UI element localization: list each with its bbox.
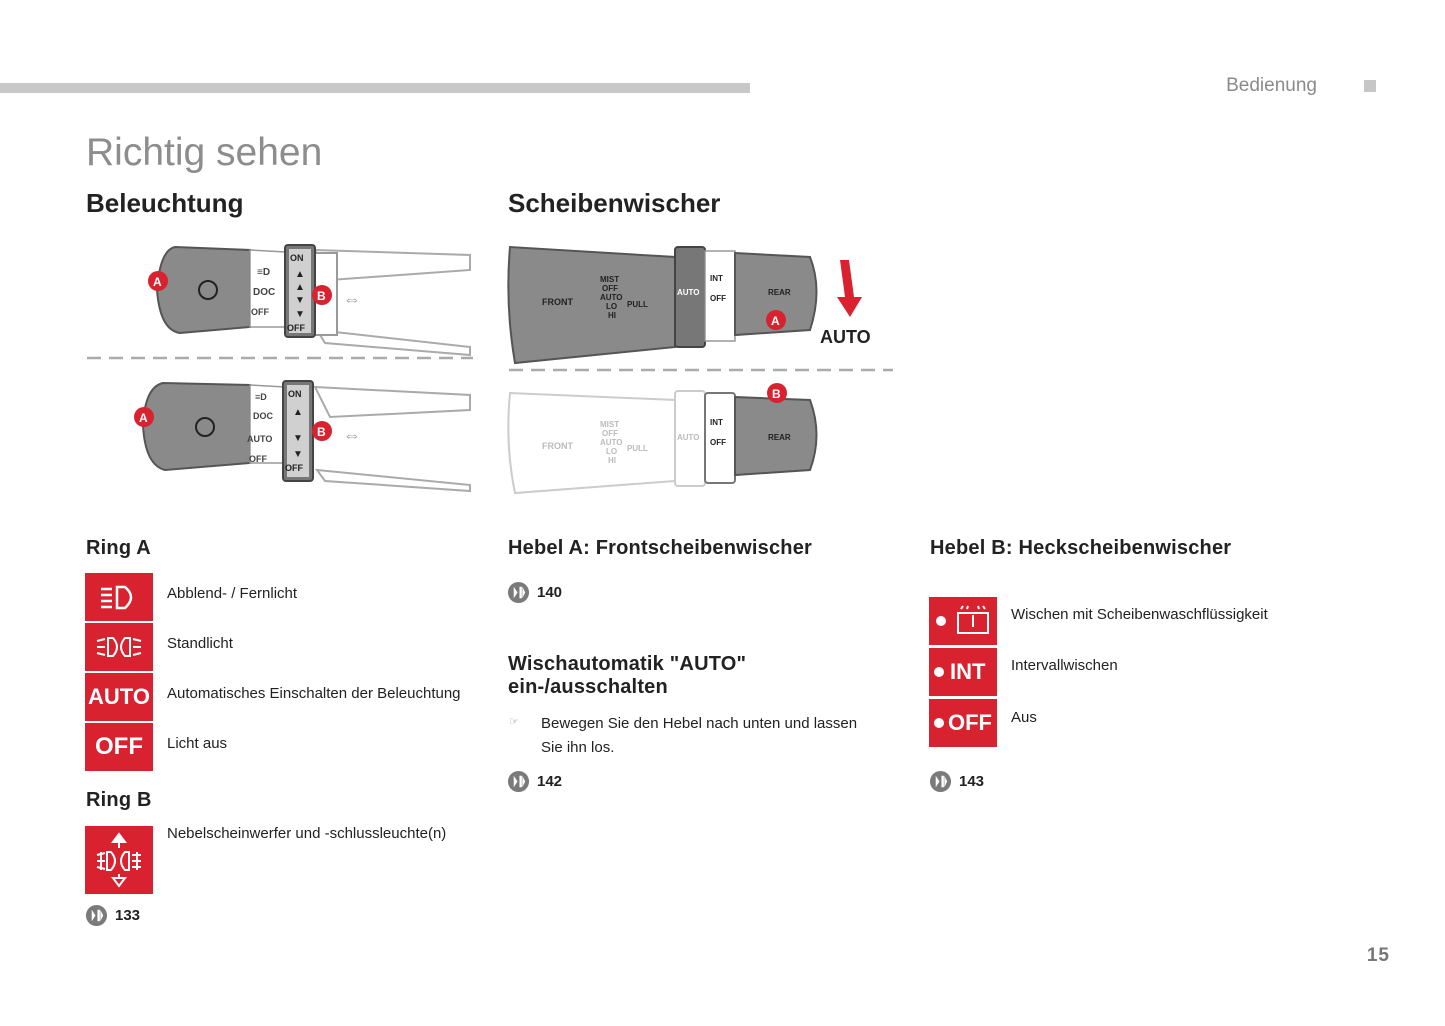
page-reference-icon bbox=[929, 770, 952, 793]
svg-text:HI: HI bbox=[608, 311, 616, 320]
svg-text:B: B bbox=[317, 289, 326, 303]
indicator-dot bbox=[934, 667, 944, 677]
wiper-stalk-upper bbox=[508, 247, 870, 363]
svg-text:FRONT: FRONT bbox=[542, 441, 573, 451]
heading-scheibenwischer: Scheibenwischer bbox=[508, 188, 721, 218]
ring-a-item-1-label: Abblend- / Fernlicht bbox=[167, 585, 298, 602]
svg-text:OFF: OFF bbox=[251, 307, 269, 317]
reference-number: 140 bbox=[537, 584, 563, 601]
heading-ring-b: Ring B bbox=[86, 789, 152, 811]
svg-text:AUTO: AUTO bbox=[677, 288, 700, 297]
off-icon bbox=[929, 699, 997, 747]
ring-a-item-2-label: Standlicht bbox=[167, 635, 233, 652]
svg-text:▼: ▼ bbox=[295, 309, 305, 320]
page-title: Richtig sehen bbox=[86, 131, 323, 174]
hand-pointer-icon: ☞ bbox=[509, 716, 519, 728]
hebel-b-item-1-label: Wischen mit Scheibenwaschflüssigkeit bbox=[1011, 606, 1268, 623]
svg-text:▼: ▼ bbox=[295, 295, 305, 306]
heading-ring-a: Ring A bbox=[86, 537, 151, 559]
heading-wischautomatik bbox=[508, 653, 746, 699]
svg-text:OFF: OFF bbox=[602, 284, 618, 293]
reference-140[interactable] bbox=[507, 581, 562, 604]
svg-text:AUTO: AUTO bbox=[677, 433, 700, 442]
svg-text:AUTO: AUTO bbox=[247, 434, 273, 444]
svg-text:A: A bbox=[771, 314, 780, 328]
page-reference-icon bbox=[85, 904, 108, 927]
heading-beleuchtung: Beleuchtung bbox=[86, 188, 244, 218]
sidelight-icon bbox=[85, 623, 153, 671]
svg-text:DOC: DOC bbox=[253, 287, 276, 298]
svg-text:LO: LO bbox=[606, 447, 618, 456]
ring-a-item-4-label: Licht aus bbox=[167, 735, 228, 752]
svg-text:OFF: OFF bbox=[285, 463, 303, 473]
svg-text:⇔: ⇔ bbox=[343, 289, 361, 309]
lighting-stalk-upper bbox=[148, 245, 470, 355]
svg-text:⇔: ⇔ bbox=[343, 425, 361, 445]
rear-washer-icon bbox=[929, 597, 997, 645]
lighting-stalk-diagram bbox=[85, 235, 475, 500]
ring-a-item-3-label: Automatisches Einschalten der Beleuchtung bbox=[167, 685, 461, 702]
svg-text:ON: ON bbox=[290, 253, 304, 263]
reference-number: 143 bbox=[959, 773, 985, 790]
low-high-beam-icon bbox=[85, 573, 153, 621]
svg-text:AUTO: AUTO bbox=[600, 293, 623, 302]
heading-hebel-b: Hebel B: Heckscheibenwischer bbox=[930, 537, 1232, 559]
reference-number: 133 bbox=[115, 907, 141, 924]
ring-b-item-1-label: Nebelscheinwerfer und -schlussleuchte(n) bbox=[167, 825, 447, 842]
svg-text:≡D: ≡D bbox=[255, 392, 267, 402]
svg-text:▼: ▼ bbox=[293, 433, 303, 444]
wiper-stalk-lower bbox=[508, 383, 816, 493]
reference-142[interactable] bbox=[507, 770, 562, 793]
svg-text:A: A bbox=[139, 411, 148, 425]
lighting-stalk-lower bbox=[134, 381, 470, 491]
reference-143[interactable] bbox=[929, 770, 984, 793]
wiper-stalk-diagram bbox=[505, 235, 895, 500]
instruction-line-1: Bewegen Sie den Hebel nach unten und lassen bbox=[541, 715, 858, 732]
auto-icon: AUTO bbox=[85, 673, 153, 721]
page-number: 15 bbox=[1366, 945, 1390, 966]
svg-text:HI: HI bbox=[608, 456, 616, 465]
svg-text:LO: LO bbox=[606, 302, 618, 311]
off-icon-text: OFF bbox=[948, 710, 992, 735]
page-reference-icon bbox=[507, 770, 530, 793]
svg-text:B: B bbox=[772, 387, 781, 401]
svg-text:A: A bbox=[153, 275, 162, 289]
svg-text:≡D: ≡D bbox=[257, 267, 271, 278]
indicator-dot bbox=[934, 718, 944, 728]
section-name: Bedienung bbox=[1226, 75, 1317, 96]
section-marker bbox=[1364, 80, 1376, 92]
heading-hebel-a: Hebel A: Frontscheibenwischer bbox=[508, 537, 813, 559]
reference-133[interactable] bbox=[85, 904, 140, 927]
svg-text:MIST: MIST bbox=[600, 420, 620, 429]
svg-text:B: B bbox=[317, 425, 326, 439]
int-icon bbox=[929, 648, 997, 696]
off-icon: OFF bbox=[85, 723, 153, 771]
svg-text:▲: ▲ bbox=[295, 282, 305, 293]
svg-text:OFF: OFF bbox=[249, 454, 267, 464]
svg-text:OFF: OFF bbox=[710, 294, 726, 303]
svg-text:ON: ON bbox=[288, 389, 302, 399]
svg-text:AUTO: AUTO bbox=[820, 327, 871, 347]
svg-text:OFF: OFF bbox=[287, 323, 305, 333]
svg-text:INT: INT bbox=[710, 418, 723, 427]
svg-text:PULL: PULL bbox=[627, 300, 648, 309]
svg-text:REAR: REAR bbox=[768, 433, 791, 442]
wischautomatik-instruction bbox=[541, 712, 857, 760]
heading-wischautomatik-line-2: ein-/ausschalten bbox=[508, 676, 668, 698]
hebel-b-item-2-label: Intervallwischen bbox=[1011, 657, 1118, 674]
svg-text:PULL: PULL bbox=[627, 444, 648, 453]
svg-text:OFF: OFF bbox=[602, 429, 618, 438]
svg-text:REAR: REAR bbox=[768, 288, 791, 297]
reference-number: 142 bbox=[537, 773, 563, 790]
svg-text:INT: INT bbox=[710, 274, 723, 283]
svg-text:▼: ▼ bbox=[293, 449, 303, 460]
header-bar bbox=[0, 83, 750, 93]
int-icon-text: INT bbox=[950, 659, 986, 684]
svg-text:FRONT: FRONT bbox=[542, 297, 573, 307]
instruction-line-2: Sie ihn los. bbox=[541, 739, 615, 756]
svg-text:▲: ▲ bbox=[293, 407, 303, 418]
fog-lights-icon bbox=[85, 826, 153, 894]
svg-text:AUTO: AUTO bbox=[600, 438, 623, 447]
svg-text:DOC: DOC bbox=[253, 411, 273, 421]
hebel-b-item-3-label: Aus bbox=[1011, 709, 1037, 726]
heading-wischautomatik-line-1: Wischautomatik "AUTO" bbox=[508, 653, 747, 675]
svg-text:OFF: OFF bbox=[710, 438, 726, 447]
svg-text:▲: ▲ bbox=[295, 269, 305, 280]
page-reference-icon bbox=[507, 581, 530, 604]
svg-text:MIST: MIST bbox=[600, 275, 620, 284]
